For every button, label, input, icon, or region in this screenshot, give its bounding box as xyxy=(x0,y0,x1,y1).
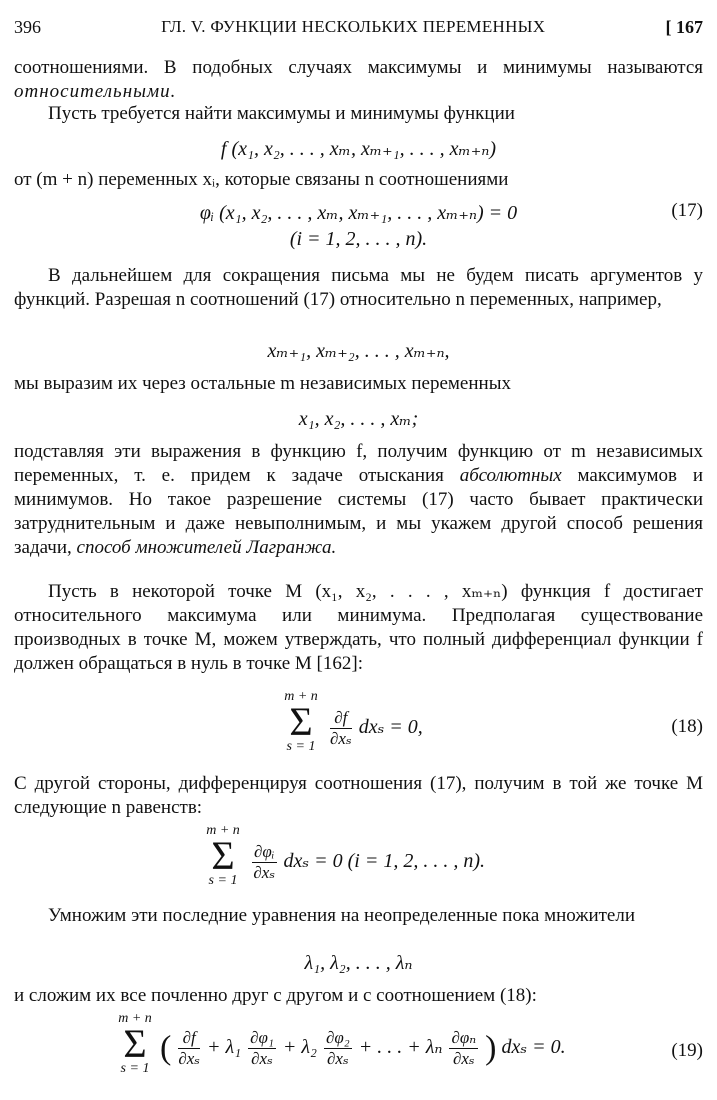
formula-17-main: φᵢ (x₁, x₂, . . . , xₘ, xₘ₊₁, . . . , xₘ₊ₙ) = 0 xyxy=(199,202,518,224)
formula-19: ( $\frac{\partial f}{\text{∂xₛ}}$ + λ₁ $\frac{\text{∂φ₁}}{\text{∂xₛ}}$ + λ₂ $\frac{\text{∂φ₂}}{\text{∂xₛ}}$ + . . . + λₙ $\frac{\text{∂φₙ}}{\text{∂xₛ}}$ ) dxₛ = 0. xyxy=(160,1028,566,1068)
formula-phi: $\frac{\text{∂φᵢ}}{\text{∂xₛ}}$ dxₛ = 0 (i = 1, 2, . . . , n). xyxy=(253,842,485,882)
formula-18: $\frac{\partial f}{\text{∂xₛ}}$ dxₛ = 0, xyxy=(330,708,423,748)
formula-vars-2: x₁, x₂, . . . , xₘ; xyxy=(298,408,419,430)
equation-number-18: (18) xyxy=(671,716,703,737)
paragraph-5: мы выразим их через остальные m независимых переменных xyxy=(14,373,511,394)
sum-symbol-18: m + n Σ s = 1 xyxy=(284,689,318,754)
page-number: 396 xyxy=(14,16,41,37)
paragraph-7: Пусть в некоторой точке M (x₁, x₂, . . . , xₘ₊ₙ) функция f достигает относительного максимума или минимума. Предполагая существование производных в точке M, можем утверждать, что полный дифференциал функции f должен обращаться в нуль в точке M [162]: xyxy=(14,581,703,674)
paragraph-2: Пусть требуется найти максимумы и минимумы функции xyxy=(48,103,515,124)
paragraph-8: С другой стороны, дифференцируя соотношения (17), получим в той же точке M следующие n равенств: xyxy=(14,773,703,818)
fraction-dphi2-dxs: $\frac{\text{∂φ₂}}{\text{∂xₛ}}$ xyxy=(325,1028,350,1068)
running-header xyxy=(14,12,703,42)
equation-number-19: (19) xyxy=(671,1040,703,1061)
equation-number-17: (17) xyxy=(671,200,703,221)
formula-vars-1: xₘ₊₁, xₘ₊₂, . . . , xₘ₊ₙ, xyxy=(267,340,450,362)
fraction-df-dxs-19: $\frac{\partial f}{\text{∂xₛ}}$ xyxy=(178,1028,201,1068)
formula-17-condition: (i = 1, 2, . . . , n). xyxy=(289,228,428,250)
formula-lambdas: λ₁, λ₂, . . . , λₙ xyxy=(304,952,413,974)
fraction-df-dxs: $\frac{\partial f}{\text{∂xₛ}}$ xyxy=(330,708,352,748)
formula-f: f (x₁, x₂, . . . , xₘ, xₘ₊₁, . . . , xₘ₊ₙ) xyxy=(220,138,497,160)
paragraph-1: соотношениями. В подобных случаях максимумы и минимумы называются относительными. xyxy=(14,57,703,102)
paragraph-3: от (m + n) переменных xᵢ, которые связаны n соотношениями xyxy=(14,169,509,190)
chapter-title: ГЛ. V. ФУНКЦИИ НЕСКОЛЬКИХ ПЕРЕМЕННЫХ xyxy=(161,17,546,36)
sum-symbol-phi: m + n Σ s = 1 xyxy=(206,823,240,888)
fraction-dphin-dxs: $\frac{\text{∂φₙ}}{\text{∂xₛ}}$ xyxy=(451,1028,477,1068)
fraction-dphi-dxs: $\frac{\text{∂φᵢ}}{\text{∂xₛ}}$ xyxy=(253,842,276,882)
paragraph-10: и сложим их все почленно друг с другом и с соотношением (18): xyxy=(14,985,537,1006)
section-number: [ 167 xyxy=(665,16,703,37)
paragraph-6: подставляя эти выражения в функцию f, получим функцию от m независимых переменных, т. е. придем к задаче отыскания абсолютных максимумов и минимумов. Но такое разрешение системы (17) часто бывает практически затруднительным и даже невыполнимым, и мы укажем другой способ решения задачи, способ множителей Лагранжа. xyxy=(14,441,704,558)
sum-symbol-19: m + n Σ s = 1 xyxy=(118,1011,152,1076)
paragraph-4: В дальнейшем для сокращения письма мы не будем писать аргументов у функций. Разрешая n соотношений (17) относительно n переменных, например, xyxy=(14,265,703,310)
paragraph-9: Умножим эти последние уравнения на неопределенные пока множители xyxy=(48,905,635,926)
fraction-dphi1-dxs: $\frac{\text{∂φ₁}}{\text{∂xₛ}}$ xyxy=(250,1028,274,1068)
